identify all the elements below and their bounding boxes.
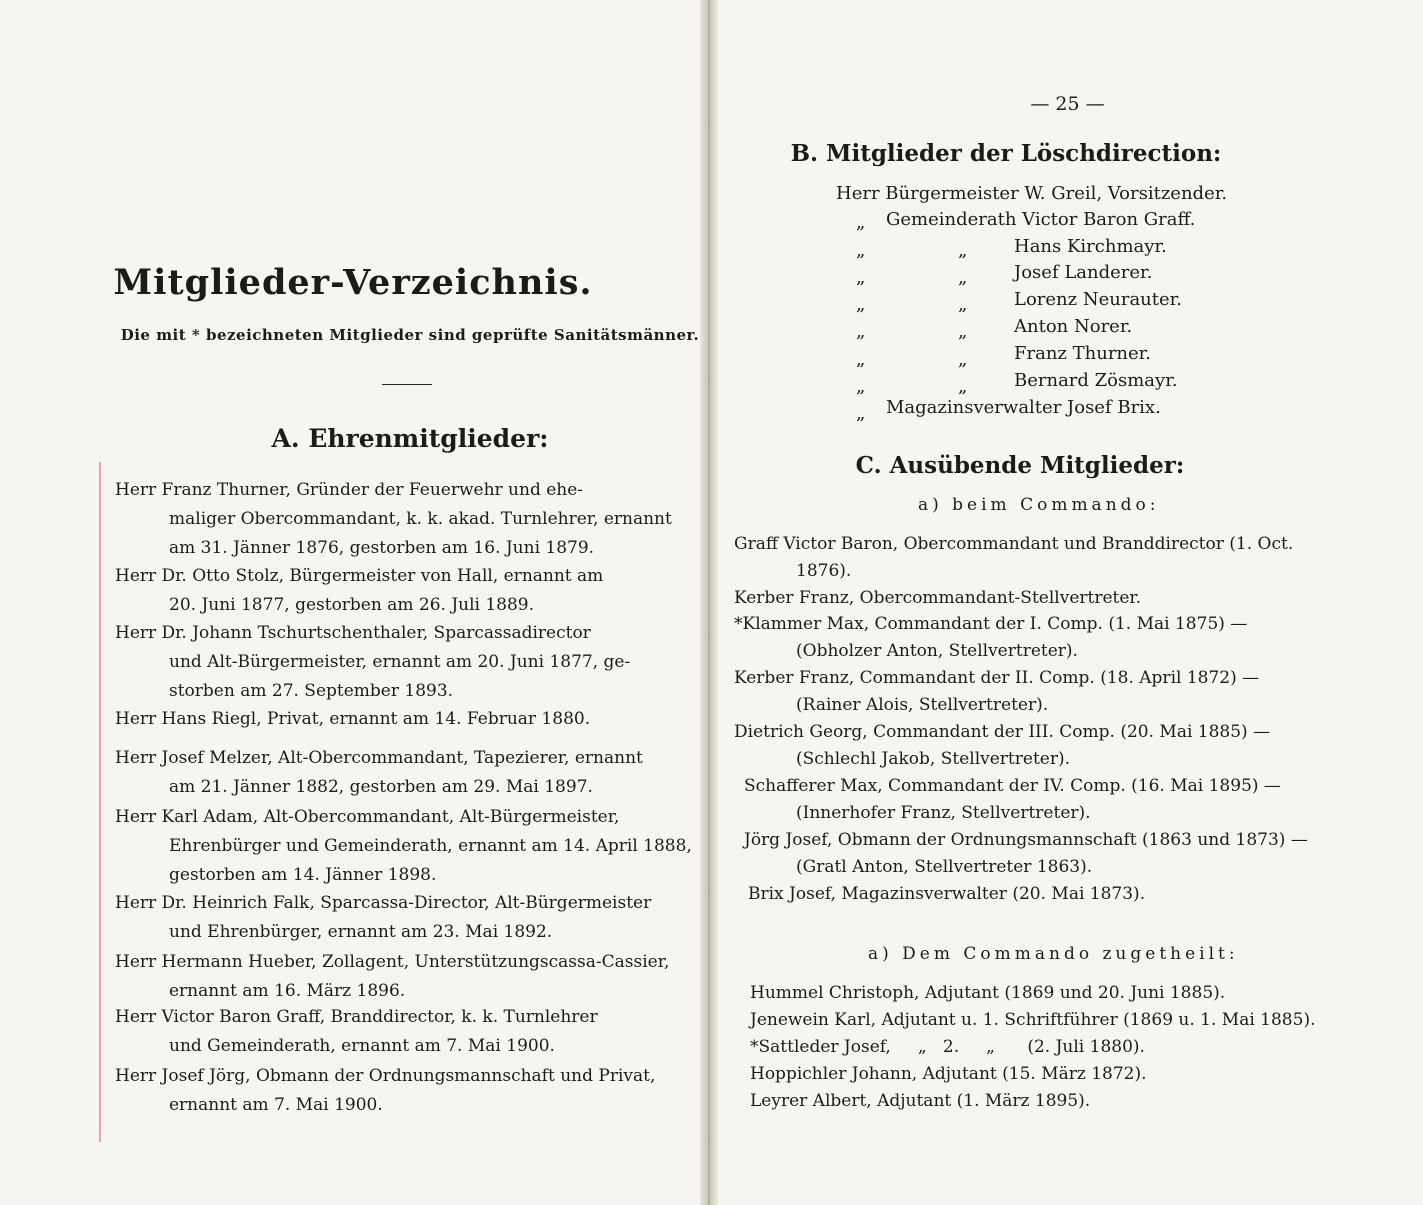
assigned-line: Hummel Christoph, Adjutant (1869 und 20. Juni 1885).: [750, 983, 1226, 1003]
honorary-member-entry: [115, 1062, 695, 1120]
ditto-mark: „: [856, 240, 866, 261]
honorary-member-line: Herr Josef Melzer, Alt-Obercommandant, Tapezierer, ernannt: [115, 748, 643, 768]
honorary-member-line: storben am 27. September 1893.: [169, 681, 454, 701]
ditto-mark: „: [958, 321, 968, 342]
honorary-member-line: Ehrenbürger und Gemeinderath, ernannt am 14. April 1888,: [169, 836, 692, 856]
honorary-member-line: Herr Victor Baron Graff, Branddirector, k. k. Turnlehrer: [115, 1007, 598, 1027]
ditto-mark: „: [856, 321, 866, 342]
honorary-member-line: ernannt am 7. Mai 1900.: [169, 1095, 383, 1115]
section-heading-direction: B. Mitglieder der Löschdirection:: [790, 140, 1222, 167]
honorary-member-entry: [115, 1003, 695, 1061]
honorary-member-line: Herr Hans Riegl, Privat, ernannt am 14. Februar 1880.: [115, 709, 591, 729]
direction-member: Hans Kirchmayr.: [1014, 236, 1167, 257]
honorary-member-line: und Gemeinderath, ernannt am 7. Mai 1900.: [169, 1036, 555, 1056]
commando-line: 1876).: [796, 561, 852, 581]
honorary-member-entry: [115, 705, 695, 734]
honorary-member-line: Herr Dr. Heinrich Falk, Sparcassa-Director, Alt-Bürgermeister: [115, 893, 652, 913]
honorary-member-line: und Ehrenbürger, ernannt am 23. Mai 1892.: [169, 922, 553, 942]
honorary-member-line: maliger Obercommandant, k. k. akad. Turnlehrer, ernannt: [169, 509, 672, 529]
commando-line: Jörg Josef, Obmann der Ordnungsmannschaft (1863 und 1873) —: [744, 830, 1308, 850]
honorary-member-line: Herr Hermann Hueber, Zollagent, Unterstützungscassa-Cassier,: [115, 952, 670, 972]
ditto-mark: „: [958, 240, 968, 261]
honorary-member-line: Herr Josef Jörg, Obmann der Ordnungsmannschaft und Privat,: [115, 1066, 656, 1086]
commando-line: Kerber Franz, Commandant der II. Comp. (18. April 1872) —: [734, 668, 1260, 688]
commando-line: Graff Victor Baron, Obercommandant und Branddirector (1. Oct.: [734, 534, 1294, 554]
commando-line: (Obholzer Anton, Stellvertreter).: [796, 641, 1078, 661]
honorary-member-line: am 21. Jänner 1882, gestorben am 29. Mai 1897.: [169, 777, 593, 797]
book-gutter: [700, 0, 718, 1205]
honorary-member-entry: [115, 476, 695, 563]
honorary-member-line: Herr Dr. Otto Stolz, Bürgermeister von Hall, ernannt am: [115, 566, 604, 586]
honorary-member-entry: [115, 744, 695, 802]
commando-line: Dietrich Georg, Commandant der III. Comp. (20. Mai 1885) —: [734, 722, 1271, 742]
assigned-line: Jenewein Karl, Adjutant u. 1. Schriftführer (1869 u. 1. Mai 1885).: [750, 1010, 1316, 1030]
ditto-mark: „: [856, 267, 866, 288]
assigned-line: *Sattleder Josef, „ 2. „ (2. Juli 1880).: [750, 1037, 1145, 1057]
ditto-mark: „: [856, 349, 866, 370]
commando-line: Brix Josef, Magazinsverwalter (20. Mai 1873).: [748, 884, 1146, 904]
ditto-mark: „: [958, 376, 968, 397]
honorary-member-line: am 31. Jänner 1876, gestorben am 16. Juni 1879.: [169, 538, 595, 558]
subheading-assigned: a) Dem Commando zugetheilt:: [868, 944, 1239, 964]
honorary-member-entry: [115, 948, 695, 1006]
honorary-member-line: ernannt am 16. März 1896.: [169, 981, 406, 1001]
section-heading-honorary: A. Ehrenmitglieder:: [271, 424, 549, 453]
ditto-mark: „: [958, 294, 968, 315]
honorary-member-entry: [115, 619, 695, 706]
subheading-commando: a) beim Commando:: [918, 495, 1160, 515]
direction-member: Bernard Zösmayr.: [1014, 370, 1178, 391]
commando-line: *Klammer Max, Commandant der I. Comp. (1. Mai 1875) —: [734, 614, 1248, 634]
commando-line: Schafferer Max, Commandant der IV. Comp. (16. Mai 1895) —: [744, 776, 1281, 796]
assigned-line: Hoppichler Johann, Adjutant (15. März 1872).: [750, 1064, 1147, 1084]
commando-line: (Rainer Alois, Stellvertreter).: [796, 695, 1049, 715]
section-heading-active: C. Ausübende Mitglieder:: [855, 452, 1185, 479]
direction-member: Magazinsverwalter Josef Brix.: [886, 397, 1161, 418]
ditto-mark: „: [856, 376, 866, 397]
margin-mark: [99, 462, 101, 1142]
commando-line: (Innerhofer Franz, Stellvertreter).: [796, 803, 1091, 823]
ditto-mark: „: [958, 349, 968, 370]
direction-member: Josef Landerer.: [1014, 262, 1153, 283]
honorary-member-entry: [115, 562, 695, 620]
commando-line: (Gratl Anton, Stellvertreter 1863).: [796, 857, 1093, 877]
honorary-member-line: 20. Juni 1877, gestorben am 26. Juli 1889.: [169, 595, 535, 615]
divider: [382, 384, 432, 385]
ditto-mark: „: [856, 212, 866, 233]
commando-line: Kerber Franz, Obercommandant-Stellvertreter.: [734, 588, 1142, 608]
direction-member: Anton Norer.: [1014, 316, 1133, 337]
commando-line: (Schlechl Jakob, Stellvertreter).: [796, 749, 1071, 769]
honorary-member-line: Herr Dr. Johann Tschurtschenthaler, Sparcassadirector: [115, 623, 591, 643]
page-subtitle: Die mit * bezeichneten Mitglieder sind geprüfte Sanitätsmänner.: [120, 326, 700, 344]
honorary-member-line: und Alt-Bürgermeister, ernannt am 20. Juni 1877, ge-: [169, 652, 631, 672]
honorary-member-line: Herr Karl Adam, Alt-Obercommandant, Alt-Bürgermeister,: [115, 807, 620, 827]
assigned-line: Leyrer Albert, Adjutant (1. März 1895).: [750, 1091, 1091, 1111]
ditto-mark: „: [856, 294, 866, 315]
direction-member: Gemeinderath Victor Baron Graff.: [886, 209, 1196, 230]
direction-member: Franz Thurner.: [1014, 343, 1152, 364]
honorary-member-entry: [115, 803, 695, 890]
honorary-member-line: gestorben am 14. Jänner 1898.: [169, 865, 437, 885]
honorary-member-entry: [115, 889, 695, 947]
page-number: — 25 —: [1030, 93, 1105, 115]
honorary-member-line: Herr Franz Thurner, Gründer der Feuerwehr und ehe-: [115, 480, 584, 500]
direction-member: Herr Bürgermeister W. Greil, Vorsitzender.: [836, 183, 1228, 204]
ditto-mark: „: [856, 403, 866, 424]
ditto-mark: „: [958, 267, 968, 288]
direction-member: Lorenz Neurauter.: [1014, 289, 1183, 310]
page-title: Mitglieder-Verzeichnis.: [113, 262, 593, 303]
